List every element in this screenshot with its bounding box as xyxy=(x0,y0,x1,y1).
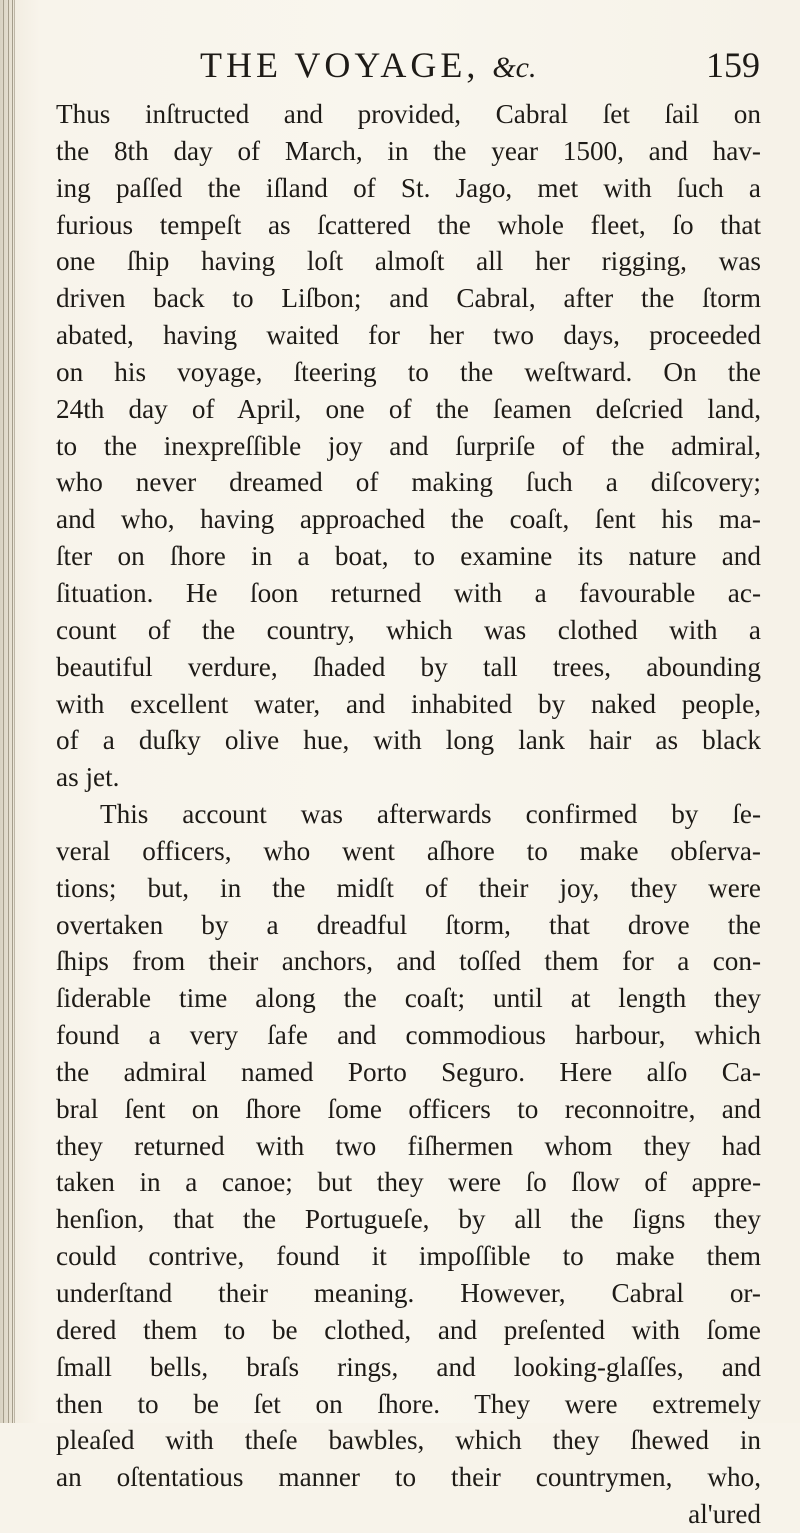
page-number: 159 xyxy=(706,45,760,85)
header-title: THE VOYAGE, xyxy=(200,45,480,85)
text-line: on his voyage, ſteering to the weſtward. On the xyxy=(56,356,761,387)
text-line: the admiral named Porto Seguro. Here alſo Ca- xyxy=(56,1056,761,1087)
text-line: abated, having waited for her two days, proceeded xyxy=(56,320,761,351)
text-line: pleaſed with theſe bawbles, which they ſhewed in xyxy=(56,1425,761,1456)
body-text xyxy=(56,96,761,1533)
header-etc: &c. xyxy=(492,51,537,84)
text-line: henſion, that the Portugueſe, by all the ſigns they xyxy=(56,1204,761,1235)
text-line: with excellent water, and inhabited by naked people, xyxy=(56,688,761,719)
text-line: they returned with two fiſhermen whom they had xyxy=(56,1130,761,1161)
text-line: ſhips from their anchors, and toſſed them for a con- xyxy=(56,946,761,977)
spine-line xyxy=(8,0,9,1423)
text-line: who never dreamed of making ſuch a diſcovery; xyxy=(56,467,761,498)
text-line: 24th day of April, one of the ſeamen deſcried land, xyxy=(56,393,761,424)
text-line: Thus inſtructed and provided, Cabral ſet ſail on xyxy=(56,99,761,129)
text-line: furious tempeſt as ſcattered the whole fleet, ſo that xyxy=(56,209,761,240)
page-spine-edge xyxy=(0,0,15,1423)
catchword: al'ured xyxy=(688,1499,761,1530)
text-line: and who, having approached the coaſt, ſent his ma- xyxy=(56,504,761,535)
spine-line xyxy=(12,0,13,1423)
spine-line xyxy=(3,0,4,1423)
text-line: driven back to Liſbon; and Cabral, after the ſtorm xyxy=(56,283,761,314)
text-line: ſituation. He ſoon returned with a favourable ac- xyxy=(56,577,761,608)
text-line: ſter on ſhore in a boat, to examine its nature and xyxy=(56,541,761,572)
text-line: taken in a canoe; but they were ſo ſlow of appre- xyxy=(56,1167,761,1198)
text-line: dered them to be clothed, and preſented with ſome xyxy=(56,1314,761,1345)
text-line: to the inexpreſſible joy and ſurpriſe of the admiral, xyxy=(56,430,761,461)
text-line: of a duſky olive hue, with long lank hair as black xyxy=(56,725,761,756)
text-line: ing paſſed the iſland of St. Jago, met with ſuch a xyxy=(56,172,761,203)
text-line: count of the country, which was clothed with a xyxy=(56,614,761,645)
text-line: ſmall bells, braſs rings, and looking-glaſſes, and xyxy=(56,1351,761,1382)
text-line: This account was afterwards confirmed by ſe- xyxy=(100,799,761,830)
text-line: the 8th day of March, in the year 1500, and hav- xyxy=(56,135,761,166)
text-line: underſtand their meaning. However, Cabral or- xyxy=(56,1278,761,1308)
text-line: beautiful verdure, ſhaded by tall trees, abounding xyxy=(56,651,761,682)
text-line: overtaken by a dreadful ſtorm, that drove the xyxy=(56,909,761,940)
text-line: veral officers, who went aſhore to make obſerva- xyxy=(56,835,761,866)
text-line: an oſtentatious manner to their countrymen, who, xyxy=(56,1462,761,1493)
text-line: then to be ſet on ſhore. They were extremely xyxy=(56,1388,761,1419)
text-line: as jet. xyxy=(56,762,120,793)
running-header xyxy=(200,40,760,90)
text-line: tions; but, in the midſt of their joy, they were xyxy=(56,872,761,903)
text-line: one ſhip having loſt almoſt all her rigging, was xyxy=(56,246,761,277)
text-line: found a very ſafe and commodious harbour, which xyxy=(56,1020,761,1051)
text-line: ſiderable time along the coaſt; until at length they xyxy=(56,983,761,1014)
text-line: could contrive, found it impoſſible to make them xyxy=(56,1241,761,1272)
text-line: bral ſent on ſhore ſome officers to reconnoitre, and xyxy=(56,1093,761,1124)
